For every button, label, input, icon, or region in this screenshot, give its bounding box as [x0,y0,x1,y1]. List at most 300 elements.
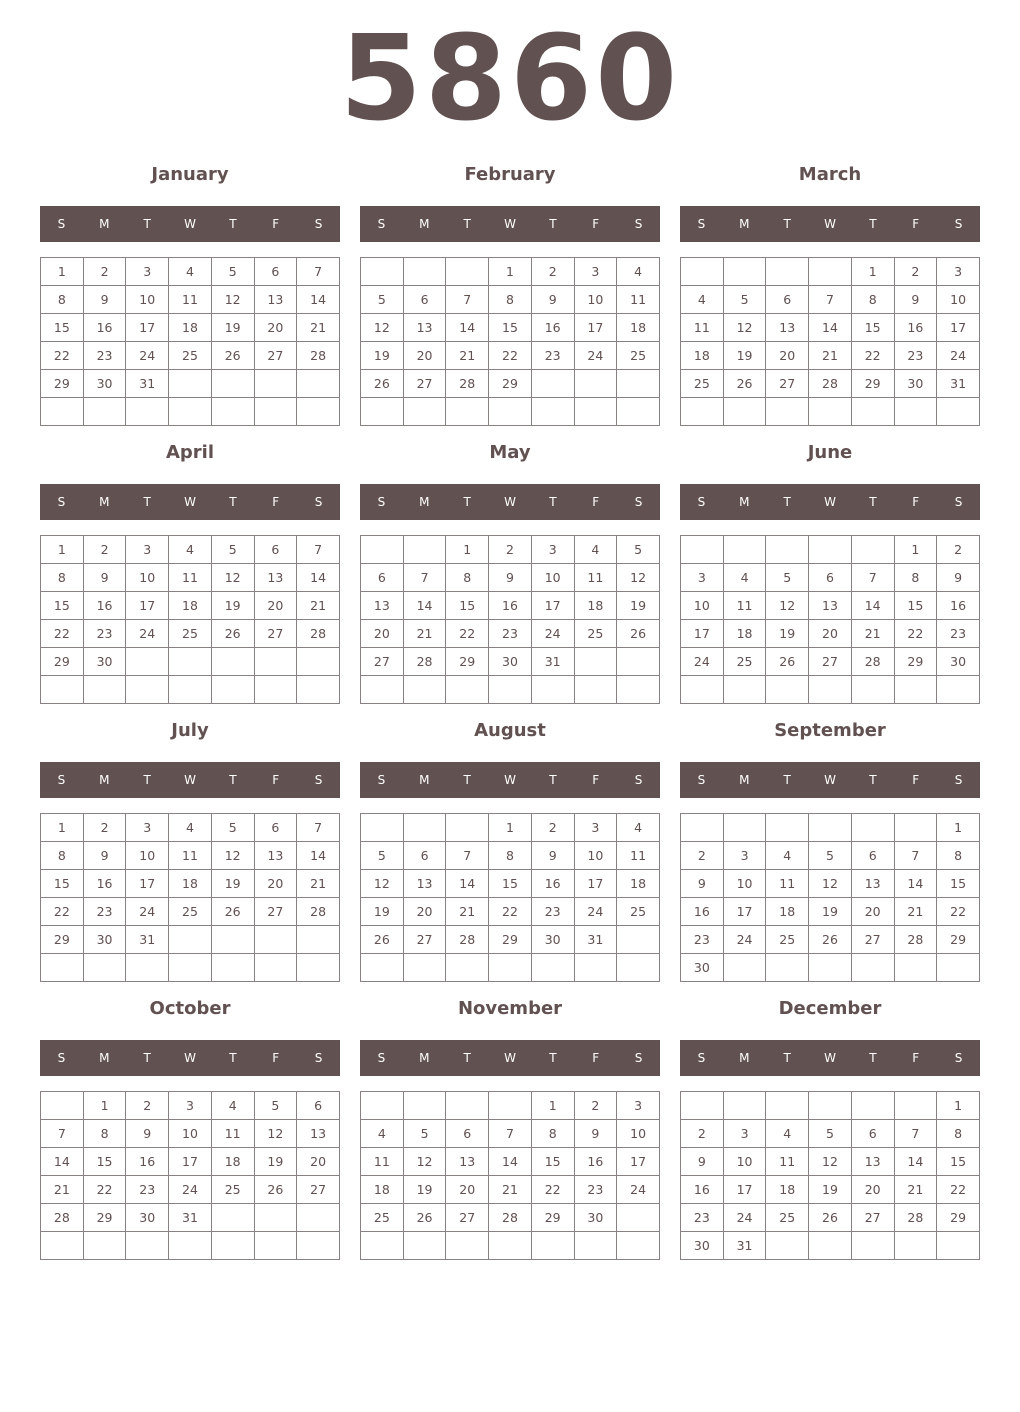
day-cell: 7 [403,564,446,592]
weekday-label: S [57,217,66,231]
day-cell: 20 [297,1148,340,1176]
weekday-header [40,762,340,798]
weekday-label: T [783,1051,791,1065]
day-cell: 2 [83,258,126,286]
empty-cell [254,1232,297,1260]
week-row [361,536,660,564]
day-cell: 8 [446,564,489,592]
month-name: May [489,442,531,463]
day-cell: 9 [681,1148,724,1176]
day-cell: 6 [851,842,894,870]
empty-cell [254,926,297,954]
weekday-label: S [314,773,323,787]
week-row [361,258,660,286]
day-cell: 16 [681,1176,724,1204]
weekday-label: S [954,1051,963,1065]
weekday-label: S [634,217,643,231]
day-cell: 14 [446,870,489,898]
weekday-label: F [592,773,600,787]
week-row [361,842,660,870]
weekday-label: W [504,495,516,509]
month-name: March [798,164,862,185]
weekday-header [680,1040,980,1076]
day-cell: 18 [681,342,724,370]
day-cell: 4 [211,1092,254,1120]
day-cell: 13 [297,1120,340,1148]
day-cell: 28 [446,926,489,954]
week-row [41,592,340,620]
day-cell: 17 [617,1148,660,1176]
day-cell: 25 [723,648,766,676]
weekday-label: F [592,1051,600,1065]
day-cell: 23 [531,342,574,370]
day-cell: 29 [41,648,84,676]
weekday-label: M [419,773,430,787]
weekday-label: T [869,495,877,509]
day-cell: 30 [681,1232,724,1260]
day-grid [680,813,980,982]
day-cell: 4 [169,258,212,286]
day-cell: 27 [297,1176,340,1204]
day-grid [40,813,340,982]
weekday-label: S [634,1051,643,1065]
day-cell: 9 [83,842,126,870]
day-cell: 13 [403,314,446,342]
weekday-label: S [697,495,706,509]
empty-cell [809,1092,852,1120]
day-cell: 7 [446,842,489,870]
weekday-label: M [739,495,750,509]
day-cell: 12 [254,1120,297,1148]
day-cell: 20 [809,620,852,648]
day-cell: 16 [937,592,980,620]
day-cell: 15 [937,870,980,898]
weekday-label: W [824,495,836,509]
day-cell: 9 [894,286,937,314]
empty-cell [766,954,809,982]
day-cell: 27 [254,620,297,648]
day-cell: 14 [403,592,446,620]
day-cell: 21 [446,898,489,926]
day-cell: 12 [361,870,404,898]
day-cell: 6 [403,842,446,870]
day-cell: 8 [937,1120,980,1148]
empty-cell [446,398,489,426]
day-grid [360,257,660,426]
empty-cell [809,814,852,842]
day-cell: 1 [937,814,980,842]
empty-cell [211,648,254,676]
empty-cell [211,1232,254,1260]
day-cell: 15 [531,1148,574,1176]
empty-cell [617,398,660,426]
week-row [41,926,340,954]
day-cell: 17 [723,1176,766,1204]
day-grid [40,535,340,704]
day-cell: 17 [574,870,617,898]
day-cell: 19 [617,592,660,620]
day-cell: 29 [41,926,84,954]
week-row [361,620,660,648]
empty-cell [894,954,937,982]
day-cell: 23 [681,926,724,954]
day-cell: 19 [723,342,766,370]
day-cell: 1 [851,258,894,286]
day-cell: 21 [446,342,489,370]
empty-cell [297,926,340,954]
weekday-label: T [783,773,791,787]
weekday-label: W [504,217,516,231]
day-cell: 16 [126,1148,169,1176]
day-cell: 25 [766,926,809,954]
week-row [41,1120,340,1148]
day-cell: 18 [766,1176,809,1204]
day-cell: 22 [489,898,532,926]
week-row [681,648,980,676]
week-row [361,1232,660,1260]
weekday-label: M [739,217,750,231]
day-cell: 17 [126,592,169,620]
day-cell: 20 [254,592,297,620]
day-cell: 21 [489,1176,532,1204]
day-cell: 30 [83,926,126,954]
empty-cell [41,1232,84,1260]
day-cell: 24 [617,1176,660,1204]
day-cell: 29 [489,926,532,954]
day-cell: 19 [361,898,404,926]
day-cell: 18 [169,870,212,898]
day-cell: 16 [83,870,126,898]
day-cell: 23 [83,898,126,926]
day-cell: 29 [83,1204,126,1232]
day-cell: 4 [361,1120,404,1148]
week-row [361,676,660,704]
day-cell: 4 [681,286,724,314]
day-cell: 31 [531,648,574,676]
weekday-label: W [504,773,516,787]
week-row [681,342,980,370]
empty-cell [361,814,404,842]
day-cell: 3 [531,536,574,564]
day-cell: 23 [937,620,980,648]
empty-cell [211,954,254,982]
day-cell: 14 [489,1148,532,1176]
empty-cell [574,954,617,982]
week-row [41,620,340,648]
empty-cell [254,648,297,676]
weekday-header [360,206,660,242]
week-row [361,286,660,314]
weekday-header [40,1040,340,1076]
day-cell: 22 [446,620,489,648]
empty-cell [681,676,724,704]
day-cell: 28 [41,1204,84,1232]
day-grid [360,1091,660,1260]
day-cell: 7 [894,842,937,870]
day-cell: 23 [126,1176,169,1204]
day-cell: 9 [681,870,724,898]
empty-cell [361,954,404,982]
empty-cell [211,926,254,954]
day-cell: 15 [851,314,894,342]
day-cell: 5 [809,1120,852,1148]
day-cell: 14 [297,286,340,314]
weekday-label: W [184,217,196,231]
day-cell: 14 [41,1148,84,1176]
empty-cell [297,398,340,426]
weekday-label: W [824,773,836,787]
empty-cell [403,676,446,704]
day-cell: 7 [851,564,894,592]
weekday-label: W [184,495,196,509]
day-cell: 10 [531,564,574,592]
weekday-label: W [184,1051,196,1065]
month-name: February [464,164,556,185]
day-cell: 20 [403,898,446,926]
weekday-label: T [869,1051,877,1065]
day-cell: 12 [809,1148,852,1176]
weekday-header [360,762,660,798]
day-cell: 20 [851,1176,894,1204]
weekday-label: S [57,1051,66,1065]
day-cell: 26 [254,1176,297,1204]
weekday-label: S [697,1051,706,1065]
week-row [361,314,660,342]
month-name: January [151,164,229,185]
day-cell: 24 [723,926,766,954]
week-row [681,1232,980,1260]
day-cell: 26 [211,620,254,648]
weekday-label: T [549,217,557,231]
day-cell: 30 [937,648,980,676]
day-cell: 30 [574,1204,617,1232]
day-cell: 26 [361,926,404,954]
empty-cell [531,398,574,426]
empty-cell [851,814,894,842]
day-cell: 24 [574,342,617,370]
day-cell: 12 [361,314,404,342]
empty-cell [681,814,724,842]
day-cell: 3 [723,1120,766,1148]
empty-cell [41,398,84,426]
empty-cell [126,398,169,426]
day-cell: 18 [574,592,617,620]
day-cell: 10 [574,842,617,870]
week-row [41,814,340,842]
weekday-label: T [229,1051,237,1065]
day-cell: 24 [937,342,980,370]
day-cell: 3 [574,258,617,286]
weekday-label: T [463,495,471,509]
day-cell: 24 [574,898,617,926]
day-grid [680,1091,980,1260]
empty-cell [254,1204,297,1232]
week-row [681,842,980,870]
day-cell: 12 [211,286,254,314]
weekday-label: S [57,773,66,787]
day-cell: 18 [766,898,809,926]
day-cell: 25 [574,620,617,648]
week-row [681,1176,980,1204]
day-cell: 8 [41,286,84,314]
day-cell: 15 [41,592,84,620]
day-cell: 17 [681,620,724,648]
day-cell: 26 [617,620,660,648]
day-cell: 6 [254,258,297,286]
week-row [681,258,980,286]
day-cell: 12 [723,314,766,342]
weekday-label: S [314,1051,323,1065]
empty-cell [723,676,766,704]
day-cell: 11 [169,564,212,592]
year-title: 5860 [339,9,681,147]
weekday-label: T [869,217,877,231]
day-cell: 18 [617,870,660,898]
empty-cell [169,1232,212,1260]
day-cell: 15 [41,870,84,898]
day-cell: 15 [489,314,532,342]
weekday-label: S [634,495,643,509]
day-cell: 8 [489,286,532,314]
week-row [361,592,660,620]
day-cell: 17 [723,898,766,926]
empty-cell [403,1232,446,1260]
day-cell: 18 [617,314,660,342]
week-row [41,564,340,592]
day-cell: 22 [489,342,532,370]
day-cell: 16 [531,314,574,342]
weekday-label: S [377,1051,386,1065]
day-cell: 21 [894,1176,937,1204]
day-cell: 28 [489,1204,532,1232]
day-cell: 23 [894,342,937,370]
day-cell: 2 [681,842,724,870]
day-cell: 29 [489,370,532,398]
empty-cell [169,370,212,398]
day-cell: 5 [211,814,254,842]
weekday-label: S [954,217,963,231]
empty-cell [169,676,212,704]
day-cell: 7 [297,536,340,564]
weekday-label: S [314,495,323,509]
day-cell: 4 [766,842,809,870]
empty-cell [126,648,169,676]
empty-cell [723,258,766,286]
weekday-label: M [99,495,110,509]
day-cell: 10 [617,1120,660,1148]
empty-cell [574,676,617,704]
day-cell: 18 [169,592,212,620]
weekday-label: F [272,773,280,787]
month-name: November [457,998,563,1019]
day-grid [40,257,340,426]
empty-cell [297,1232,340,1260]
day-cell: 2 [531,258,574,286]
day-cell: 25 [617,898,660,926]
day-cell: 5 [361,286,404,314]
day-cell: 28 [894,926,937,954]
day-cell: 27 [254,342,297,370]
day-cell: 16 [83,314,126,342]
week-row [41,536,340,564]
empty-cell [169,954,212,982]
day-cell: 8 [851,286,894,314]
weekday-label: T [463,217,471,231]
day-cell: 30 [83,370,126,398]
day-cell: 24 [126,620,169,648]
day-cell: 25 [169,620,212,648]
weekday-header [680,484,980,520]
week-row [361,814,660,842]
day-cell: 19 [766,620,809,648]
empty-cell [723,536,766,564]
day-cell: 26 [211,898,254,926]
day-cell: 2 [574,1092,617,1120]
day-cell: 1 [41,536,84,564]
day-cell: 17 [574,314,617,342]
weekday-label: M [419,495,430,509]
week-row [361,1092,660,1120]
weekday-label: T [143,217,151,231]
empty-cell [211,676,254,704]
week-row [681,1148,980,1176]
empty-cell [766,1232,809,1260]
day-cell: 11 [723,592,766,620]
weekday-label: W [184,773,196,787]
day-cell: 19 [211,314,254,342]
weekday-label: F [592,217,600,231]
empty-cell [489,398,532,426]
day-cell: 4 [169,814,212,842]
day-cell: 4 [723,564,766,592]
empty-cell [809,398,852,426]
empty-cell [83,1232,126,1260]
week-row [361,1148,660,1176]
day-cell: 10 [126,842,169,870]
day-cell: 5 [361,842,404,870]
week-row [681,1204,980,1232]
day-cell: 21 [41,1176,84,1204]
day-cell: 21 [297,592,340,620]
weekday-label: M [739,1051,750,1065]
day-cell: 3 [126,258,169,286]
day-cell: 12 [617,564,660,592]
day-cell: 26 [723,370,766,398]
day-cell: 1 [83,1092,126,1120]
week-row [361,870,660,898]
day-cell: 1 [937,1092,980,1120]
day-grid [360,813,660,982]
day-cell: 24 [723,1204,766,1232]
day-cell: 1 [489,814,532,842]
empty-cell [851,1092,894,1120]
day-cell: 6 [361,564,404,592]
day-cell: 28 [297,342,340,370]
empty-cell [894,398,937,426]
day-cell: 10 [126,564,169,592]
day-cell: 20 [254,870,297,898]
week-row [681,1092,980,1120]
day-cell: 10 [681,592,724,620]
day-cell: 12 [766,592,809,620]
day-cell: 21 [851,620,894,648]
day-cell: 13 [361,592,404,620]
day-cell: 6 [809,564,852,592]
day-cell: 16 [489,592,532,620]
day-cell: 25 [169,898,212,926]
weekday-label: M [99,1051,110,1065]
day-cell: 8 [83,1120,126,1148]
